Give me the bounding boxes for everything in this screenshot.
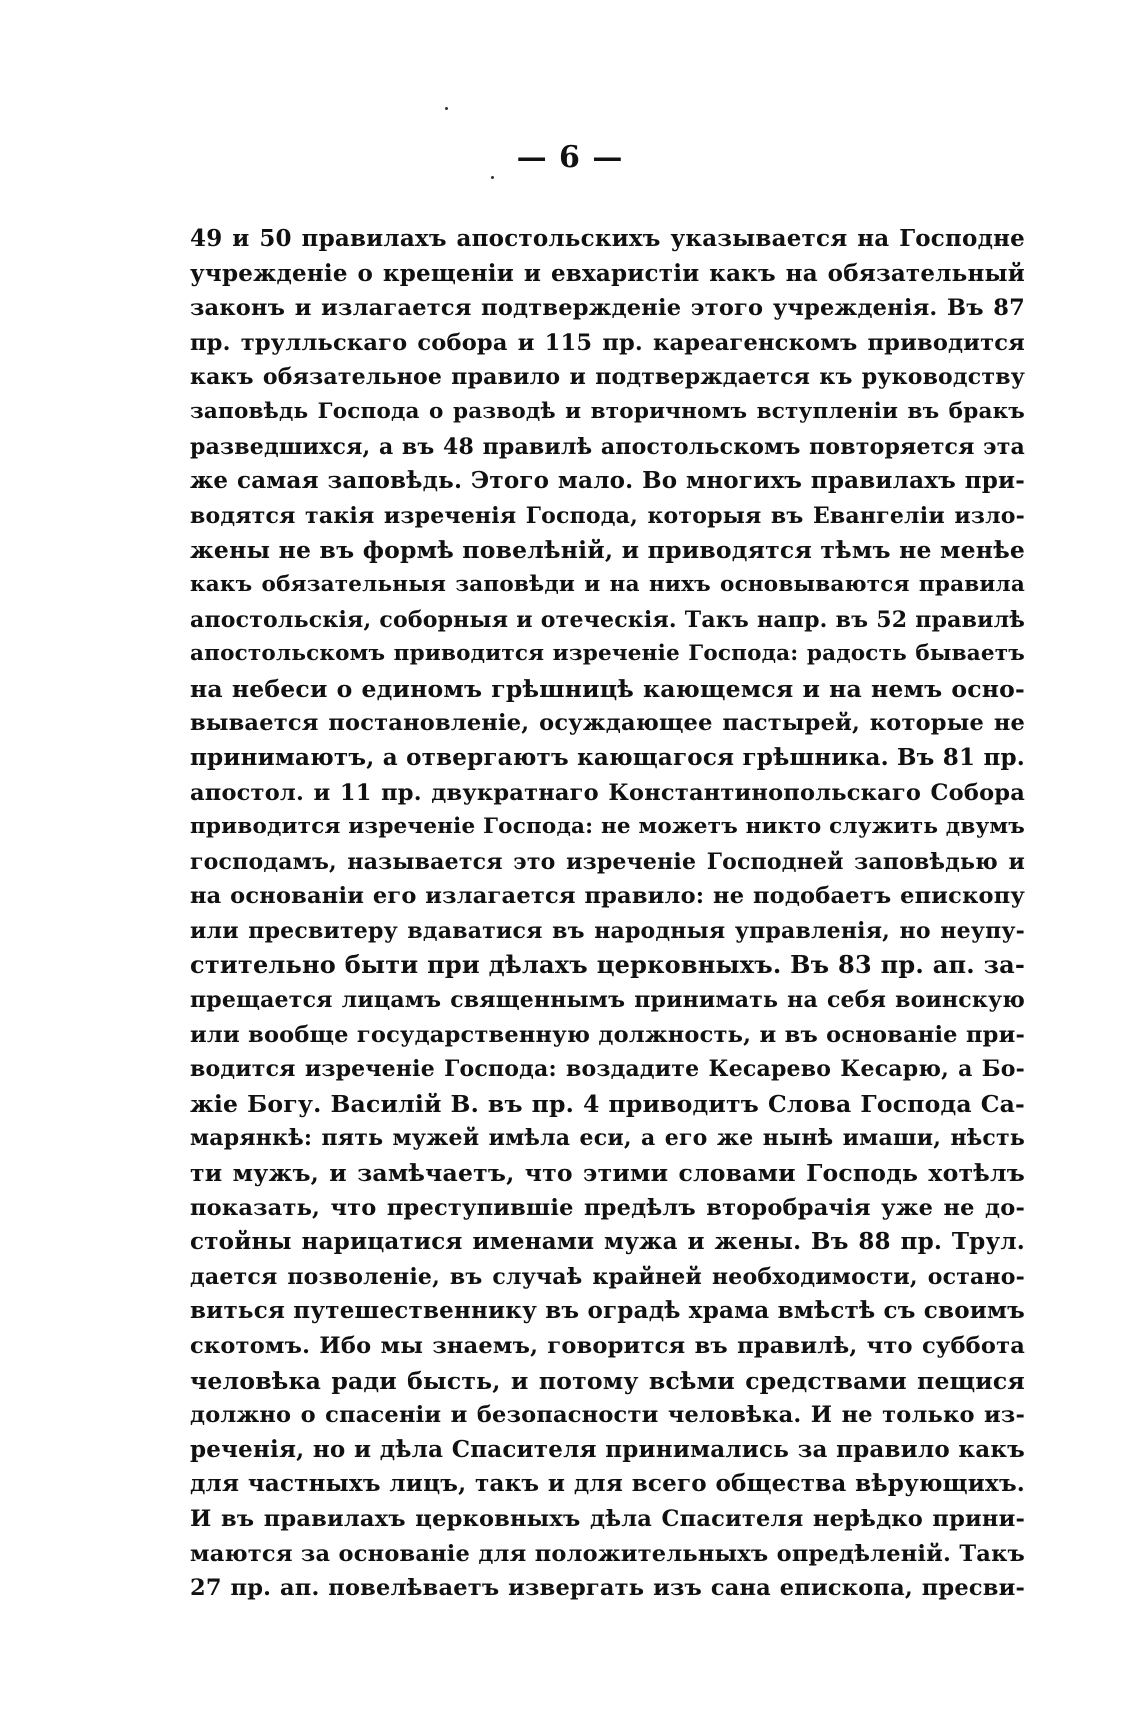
- text-line: разведшихся, а въ 48 правилѣ апостольскомъ повторяется эта: [190, 433, 1025, 460]
- text-line: же самая заповѣдь. Этого мало. Во многихъ правилахъ при-: [190, 467, 1025, 495]
- text-line: жіе Богу. Василій В. въ пр. 4 приводитъ Слова Господа Са-: [190, 1089, 1025, 1118]
- text-line: ти мужъ, и замѣчаетъ, что этими словами Господь хотѣлъ: [190, 1159, 1025, 1188]
- text-line: для частныхъ лицъ, такъ и для всего общества вѣрующихъ.: [190, 1470, 1025, 1498]
- text-line: маются за основаніе для положительныхъ опредѣленій. Такъ: [190, 1540, 1025, 1567]
- text-line: какъ обязательныя заповѣди и на нихъ основываются правила: [190, 571, 1025, 597]
- text-line: человѣка ради бысть, и потому всѣми средствами пещися: [190, 1366, 1025, 1395]
- text-line: скотомъ. Ибо мы знаемъ, говорится въ правилѣ, что суббота: [190, 1333, 1025, 1359]
- text-line: И въ правилахъ церковныхъ дѣла Спасителя нерѣдко прини-: [190, 1505, 1025, 1532]
- text-line: жены не въ формѣ повелѣній, и приводятся тѣмъ не менѣе: [190, 536, 1026, 565]
- text-line: законъ и излагается подтвержденіе этого учрежденія. Въ 87: [190, 295, 1025, 322]
- page-number: — 6 —: [516, 140, 624, 175]
- text-line: стительно быти при дѣлахъ церковныхъ. Въ 83 пр. ап. за-: [190, 950, 1025, 980]
- text-line: учрежденіе о крещеніи и евхаристіи какъ на обязательный: [190, 259, 1025, 287]
- text-line: приводится изреченіе Господа: не можетъ никто служить двумъ: [190, 814, 1025, 840]
- text-line: водится изреченіе Господа: воздадите Кесарево Кесарю, а Бо-: [190, 1056, 1025, 1083]
- text-line: водятся такія изреченія Господа, которыя въ Евангеліи изло-: [190, 502, 1025, 529]
- text-line: господамъ, называется это изреченіе Господней заповѣдью и: [190, 848, 1025, 875]
- text-line: 27 пр. ап. повелѣваетъ извергать изъ сана епископа, пресви-: [190, 1575, 1025, 1602]
- text-line: или пресвитеру вдаватися въ народныя управленія, но неупу-: [190, 917, 1025, 944]
- text-line: показать, что преступившіе предѣлъ второбрачія уже не до-: [190, 1194, 1025, 1221]
- text-line: вывается постановленіе, осуждающее пастырей, которые не: [190, 710, 1025, 737]
- body-text: [190, 222, 1025, 1606]
- text-line: на основаніи его излагается правило: не подобаетъ епископу: [190, 883, 1025, 910]
- text-line: апостольскія, соборныя и отеческія. Такъ напр. въ 52 правилѣ: [190, 606, 1025, 633]
- text-line: на небеси о единомъ грѣшницѣ кающемся и на немъ осно-: [190, 674, 1025, 703]
- text-line: прещается лицамъ священнымъ принимать на себя воинскую: [190, 987, 1025, 1014]
- text-line: должно о спасеніи и безопасности человѣка. И не только из-: [190, 1402, 1025, 1429]
- text-line: реченія, но и дѣла Спасителя принимались за правило какъ: [190, 1435, 1025, 1463]
- text-line: принимаютъ, а отвергаютъ кающагося грѣшника. Въ 81 пр.: [190, 743, 1025, 771]
- text-line: пр. трулльскаго собора и 115 пр. кареагенскомъ приводится: [190, 329, 1025, 356]
- text-line: дается позволеніе, въ случаѣ крайней необходимости, остано-: [190, 1263, 1025, 1290]
- text-line: марянкѣ: пять мужей имѣла еси, а его же нынѣ имаши, нѣсть: [190, 1125, 1025, 1152]
- text-line: апостол. и 11 пр. двукратнаго Константинопольскаго Собора: [190, 779, 1025, 806]
- text-line: или вообще государственную должность, и въ основаніе при-: [190, 1021, 1025, 1048]
- print-speck: [491, 176, 494, 179]
- print-speck: [445, 107, 448, 110]
- text-line: какъ обязательное правило и подтверждается къ руководству: [190, 364, 1025, 391]
- text-line: апостольскомъ приводится изреченіе Господа: радость бываетъ: [190, 641, 1025, 667]
- text-line: стойны нарицатися именами мужа и жены. Въ 88 пр. Трул.: [190, 1228, 1025, 1256]
- text-line: 49 и 50 правилахъ апостольскихъ указывается на Господне: [190, 225, 1025, 252]
- text-line: заповѣдь Господа о разводѣ и вторичномъ вступленіи въ бракъ: [190, 398, 1025, 424]
- text-line: виться путешественнику въ оградѣ храма вмѣстѣ съ своимъ: [190, 1297, 1026, 1325]
